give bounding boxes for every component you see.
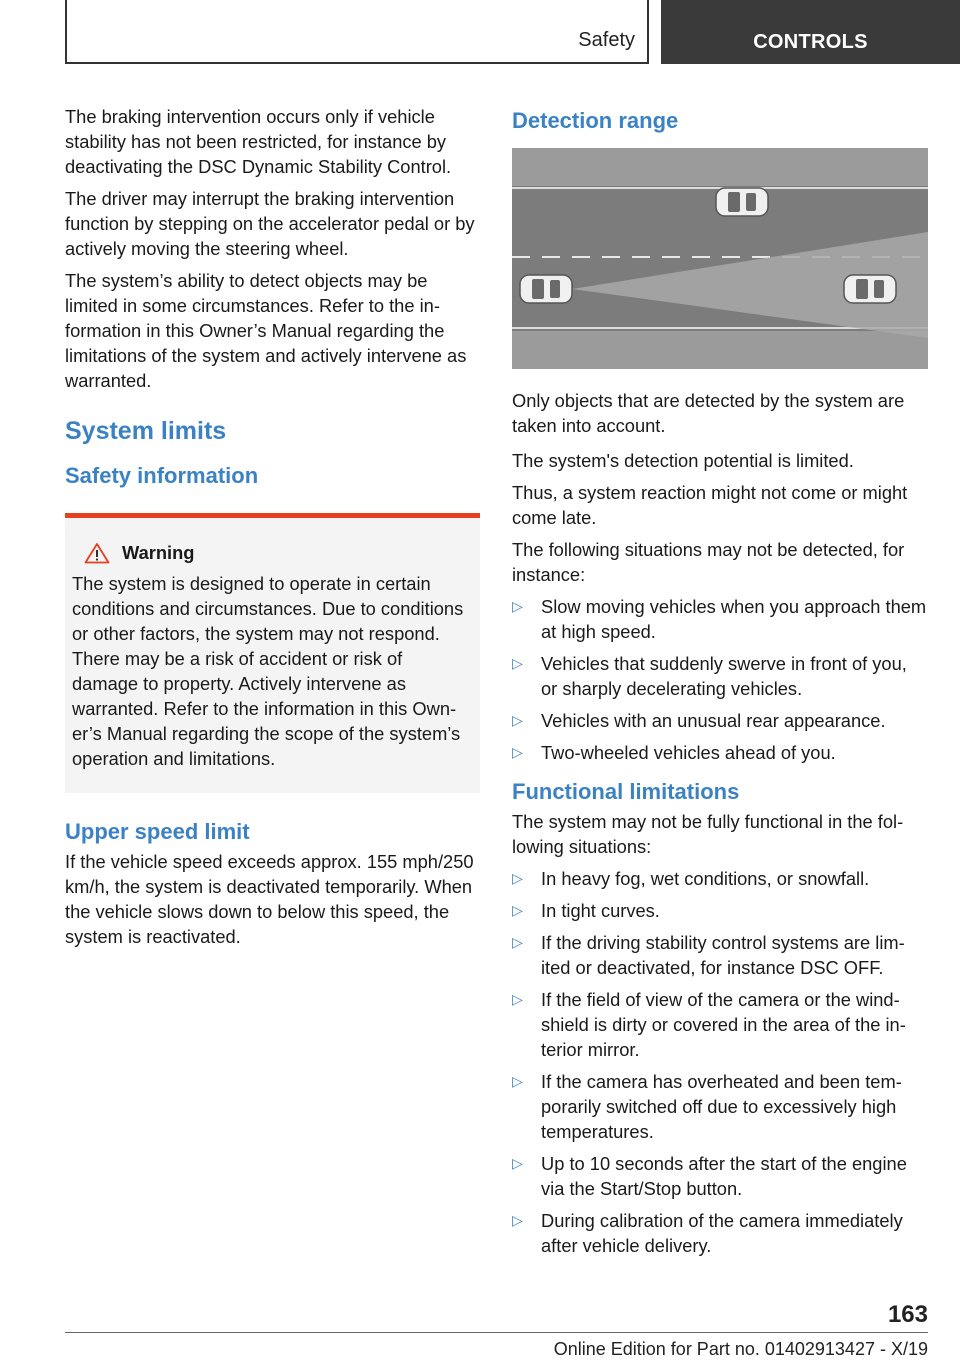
- right-column: [512, 104, 928, 1266]
- triangle-bullet-icon: ▷: [512, 1155, 523, 1171]
- triangle-bullet-icon: ▷: [512, 991, 523, 1007]
- triangle-bullet-icon: ▷: [512, 744, 523, 760]
- list-item: ▷ If the field of view of the camera or the windshield is dirty or covered in the area of the interior mirror.: [512, 989, 906, 1060]
- list-item: ▷ If the driving stability control systems are limited or deactivated, for instance DSC OFF.: [512, 932, 905, 978]
- warning-title-row: [72, 540, 472, 565]
- car-ego: [520, 275, 572, 303]
- list-item: ▷ Slow moving vehicles when you approach them at high speed.: [512, 596, 927, 642]
- upper-speed-text: If the vehicle speed exceeds approx. 155 mph/250 km/h, the system is deactivated temporarily. When the vehicle slows down to below this speed, the system is reactivated.: [65, 851, 474, 947]
- intro-paragraph: The braking intervention occurs only if vehicle stability has not been restricted, for instance by deactivating the DSC Dynamic Stability Control.: [65, 106, 452, 177]
- detection-paragraph: Thus, a system reaction might not come or might come late.: [512, 482, 908, 528]
- triangle-bullet-icon: ▷: [512, 902, 523, 918]
- detection-paragraph: The system's detection potential is limited.: [512, 450, 854, 471]
- warning-triangle-icon: [84, 542, 110, 564]
- header-section-box: [65, 0, 649, 64]
- car-ahead-adjacent-lane: [716, 188, 768, 216]
- functional-limitations-heading: Functional limitations: [512, 779, 740, 804]
- list-item: ▷ In tight curves.: [512, 900, 660, 921]
- triangle-bullet-icon: ▷: [512, 934, 523, 950]
- header-chapter-title: CONTROLS: [753, 31, 868, 53]
- footer-edition: Online Edition for Part no. 01402913427 - X/19: [553, 1339, 928, 1359]
- functional-list: [512, 866, 928, 1258]
- intro-paragraph: The system’s ability to detect objects may be limited in some circumstances. Refer to the information in this Owner’s Manual regarding the limitations of the system and actively intervene as warranted.: [65, 270, 467, 391]
- left-column: [65, 104, 480, 956]
- detection-list: [512, 594, 928, 765]
- detection-range-illustration: [512, 148, 928, 369]
- warning-box: [65, 513, 480, 793]
- header-section-title: Safety: [578, 29, 635, 51]
- list-item: ▷ Vehicles with an unusual rear appearance.: [512, 710, 886, 731]
- triangle-bullet-icon: ▷: [512, 1212, 523, 1228]
- list-item: ▷ During calibration of the camera immediately after vehicle delivery.: [512, 1210, 903, 1256]
- list-item: ▷ Up to 10 seconds after the start of the engine via the Start/Stop button.: [512, 1153, 907, 1199]
- list-item: ▷ Two-wheeled vehicles ahead of you.: [512, 742, 836, 763]
- page-number: 163: [887, 1301, 928, 1328]
- triangle-bullet-icon: ▷: [512, 598, 523, 614]
- functional-intro: The system may not be fully functional in the following situations:: [512, 811, 904, 857]
- footer-divider: [65, 1332, 928, 1333]
- triangle-bullet-icon: ▷: [512, 655, 523, 671]
- triangle-bullet-icon: ▷: [512, 870, 523, 886]
- upper-speed-limit-heading: Upper speed limit: [65, 819, 250, 844]
- detection-paragraph: The following situations may not be detected, for instance:: [512, 539, 905, 585]
- header-chapter-tab: [661, 0, 960, 64]
- intro-paragraph: The driver may interrupt the braking intervention function by stepping on the accelerator pedal or by actively moving the steering wheel.: [65, 188, 475, 259]
- warning-text: The system is designed to operate in certain conditions and circumstances. Due to conditions or other factors, the system may not respond. There may be a risk of accident or risk of damage to property. Actively intervene as warranted. Refer to the information in this Owner’s Manual regarding the scope of the system’s operation and limitations.: [72, 573, 464, 769]
- list-item: ▷ Vehicles that suddenly swerve in front of you, or sharply decelerating vehicles.: [512, 653, 907, 699]
- list-item: ▷ If the camera has overheated and been temporarily switched off due to excessively high temperatures.: [512, 1071, 902, 1142]
- car-ahead-same-lane: [844, 275, 896, 303]
- system-limits-heading: System limits: [65, 417, 227, 445]
- list-item: ▷ In heavy fog, wet conditions, or snowfall.: [512, 868, 870, 889]
- warning-title: Warning: [122, 542, 195, 563]
- triangle-bullet-icon: ▷: [512, 712, 523, 728]
- detection-range-heading: Detection range: [512, 108, 679, 133]
- detection-paragraph: Only objects that are detected by the system are taken into account.: [512, 390, 905, 436]
- safety-information-heading: Safety information: [65, 463, 259, 488]
- triangle-bullet-icon: ▷: [512, 1073, 523, 1089]
